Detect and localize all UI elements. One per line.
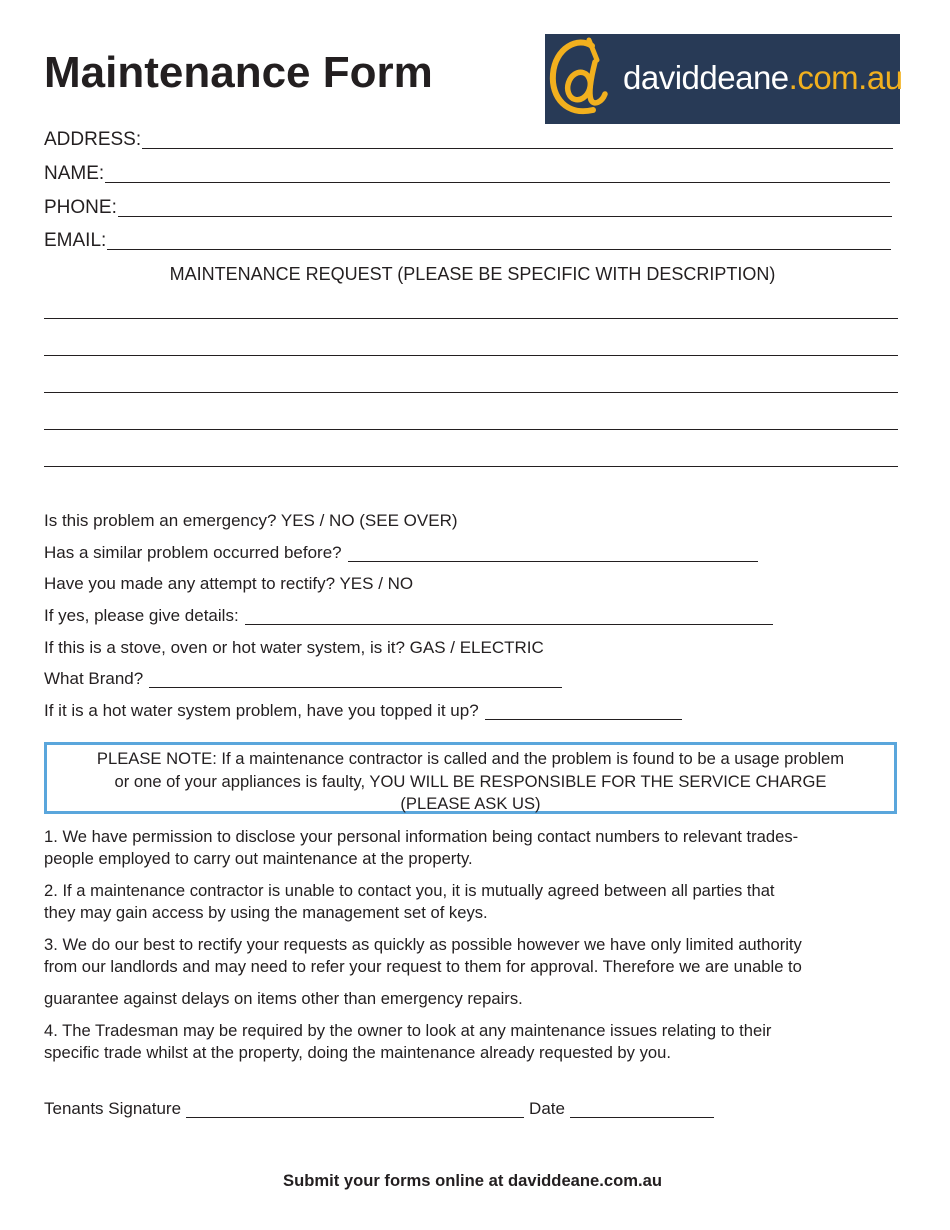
name-line[interactable] [105, 162, 890, 183]
address-label: ADDRESS: [44, 129, 142, 150]
signature-line[interactable] [186, 1099, 524, 1118]
phone-label: PHONE: [44, 197, 117, 218]
request-line[interactable] [44, 392, 898, 393]
email-field[interactable] [44, 229, 891, 253]
request-line[interactable] [44, 429, 898, 430]
footer-note: Submit your forms online at daviddeane.com.au [283, 1171, 662, 1190]
notice-line: or one of your appliances is faulty, YOU WILL BE RESPONSIBLE FOR THE SERVICE CHARGE [114, 771, 827, 791]
request-line[interactable] [44, 355, 898, 356]
question-brand: What Brand? [44, 668, 562, 690]
topped-answer-line[interactable] [485, 701, 682, 720]
address-line[interactable] [142, 128, 893, 149]
date-label: Date [529, 1099, 565, 1118]
phone-line[interactable] [118, 196, 892, 217]
question-emergency: Is this problem an emergency? YES / NO (SEE OVER) [44, 511, 458, 530]
email-label: EMAIL: [44, 230, 107, 251]
notice-line: PLEASE NOTE: If a maintenance contractor is called and the problem is found to be a usage problem [96, 749, 845, 768]
date-line[interactable] [570, 1099, 714, 1118]
question-similar: Has a similar problem occurred before? [44, 542, 758, 564]
email-line[interactable] [107, 229, 891, 250]
term-3: 3. We do our best to rectify your requests as quickly as possible however we have only limited authority from our landlords and may need to refer your request to them for approval. Therefore we are unable to guarantee against delays on items other than emergency repairs. [44, 935, 802, 1008]
question-fuel: If this is a stove, oven or hot water system, is it? GAS / ELECTRIC [44, 638, 544, 657]
similar-answer-line[interactable] [348, 543, 758, 562]
page-title: Maintenance Form [44, 48, 433, 97]
term-2: 2. If a maintenance contractor is unable to contact you, it is mutually agreed between all parties that they may gain access by using the management set of keys. [44, 881, 775, 922]
address-field[interactable] [44, 128, 893, 152]
name-label: NAME: [44, 163, 105, 184]
term-1: 1. We have permission to disclose your personal information being contact numbers to relevant trades- people employed to carry out maintenance at the property. [44, 827, 799, 868]
request-line[interactable] [44, 318, 898, 319]
brand-answer-line[interactable] [149, 669, 562, 688]
term-4: 4. The Tradesman may be required by the owner to look at any maintenance issues relating to their specific trade whilst at the property, doing the maintenance already requested by you. [44, 1021, 772, 1062]
name-field[interactable] [44, 162, 890, 186]
question-details: If yes, please give details: [44, 605, 773, 627]
question-topped: If it is a hot water system problem, have you topped it up? [44, 700, 682, 722]
question-attempt: Have you made any attempt to rectify? YES / NO [44, 574, 414, 593]
request-heading: MAINTENANCE REQUEST (PLEASE BE SPECIFIC WITH DESCRIPTION) [169, 264, 776, 284]
at-sign-icon [545, 34, 625, 124]
logo-wordmark: daviddeane.com.au [623, 59, 903, 96]
signature-label: Tenants Signature [44, 1099, 182, 1118]
notice-box [44, 742, 897, 814]
logo [545, 34, 903, 124]
phone-field[interactable] [44, 196, 892, 220]
details-answer-line[interactable] [245, 606, 773, 625]
request-line[interactable] [44, 466, 898, 467]
signature-row [44, 1098, 719, 1120]
notice-line: (PLEASE ASK US) [400, 794, 541, 813]
